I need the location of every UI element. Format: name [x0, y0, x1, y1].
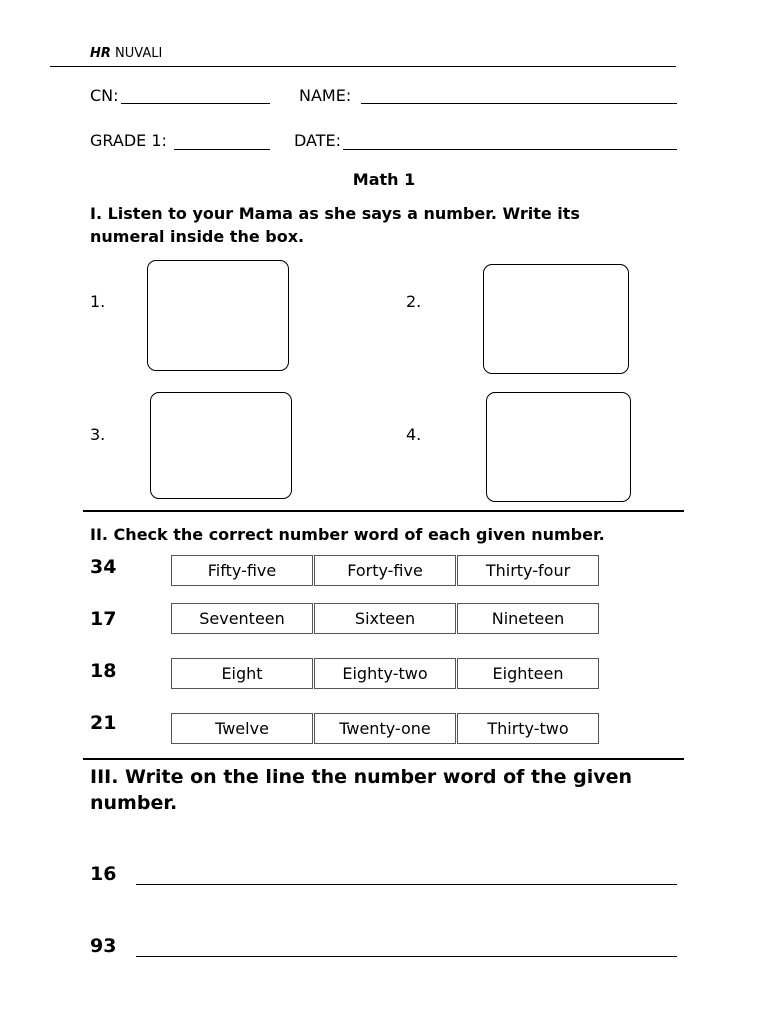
part1-item-label: 4.	[406, 425, 422, 444]
given-number: 17	[90, 608, 117, 630]
part1-item-label: 1.	[90, 292, 106, 311]
part2-instruction: II. Check the correct number word of each given number.	[90, 525, 605, 544]
given-number: 93	[90, 935, 117, 957]
choice-cell[interactable]: Eighteen	[457, 658, 599, 689]
choice-row	[171, 713, 600, 744]
answer-line[interactable]	[136, 884, 677, 885]
choice-row	[171, 603, 600, 634]
answer-box[interactable]	[147, 260, 289, 371]
part1-item-label: 2.	[406, 292, 422, 311]
given-number: 18	[90, 660, 117, 682]
answer-box[interactable]	[486, 392, 631, 502]
date-label: DATE:	[294, 131, 342, 150]
part3-instruction: III. Write on the line the number word of the given number.	[90, 766, 633, 814]
choice-cell[interactable]: Eighty-two	[314, 658, 456, 689]
cn-label: CN:	[90, 86, 119, 105]
name-field[interactable]	[361, 87, 677, 104]
choice-cell[interactable]: Fifty-five	[171, 555, 313, 586]
part1-instruction: I. Listen to your Mama as she says a number. Write its numeral inside the box.	[90, 204, 580, 246]
grade-field[interactable]	[174, 133, 270, 150]
choice-cell[interactable]: Eight	[171, 658, 313, 689]
given-number: 21	[90, 712, 117, 734]
answer-box[interactable]	[150, 392, 292, 499]
school-abbrev: HR	[90, 46, 111, 61]
choice-cell[interactable]: Sixteen	[314, 603, 456, 634]
choice-cell[interactable]: Seventeen	[171, 603, 313, 634]
given-number: 16	[90, 863, 117, 885]
choice-cell[interactable]: Thirty-four	[457, 555, 599, 586]
choice-cell[interactable]: Twenty-one	[314, 713, 456, 744]
header-rule	[50, 66, 676, 67]
choice-cell[interactable]: Nineteen	[457, 603, 599, 634]
choice-cell[interactable]: Thirty-two	[457, 713, 599, 744]
name-label: NAME:	[299, 86, 352, 105]
choice-row	[171, 555, 600, 586]
worksheet-title: Math 1	[352, 170, 416, 189]
part1-item-label: 3.	[90, 425, 106, 444]
date-field[interactable]	[343, 133, 677, 150]
given-number: 34	[90, 556, 117, 578]
answer-box[interactable]	[483, 264, 629, 374]
school-header	[90, 46, 162, 61]
cn-field[interactable]	[121, 87, 270, 104]
school-name: NUVALI	[115, 46, 163, 61]
answer-line[interactable]	[136, 956, 677, 957]
section-divider	[83, 510, 684, 512]
choice-cell[interactable]: Forty-five	[314, 555, 456, 586]
section-divider	[83, 758, 684, 760]
choice-cell[interactable]: Twelve	[171, 713, 313, 744]
choice-row	[171, 658, 600, 689]
grade-label: GRADE 1:	[90, 131, 167, 150]
